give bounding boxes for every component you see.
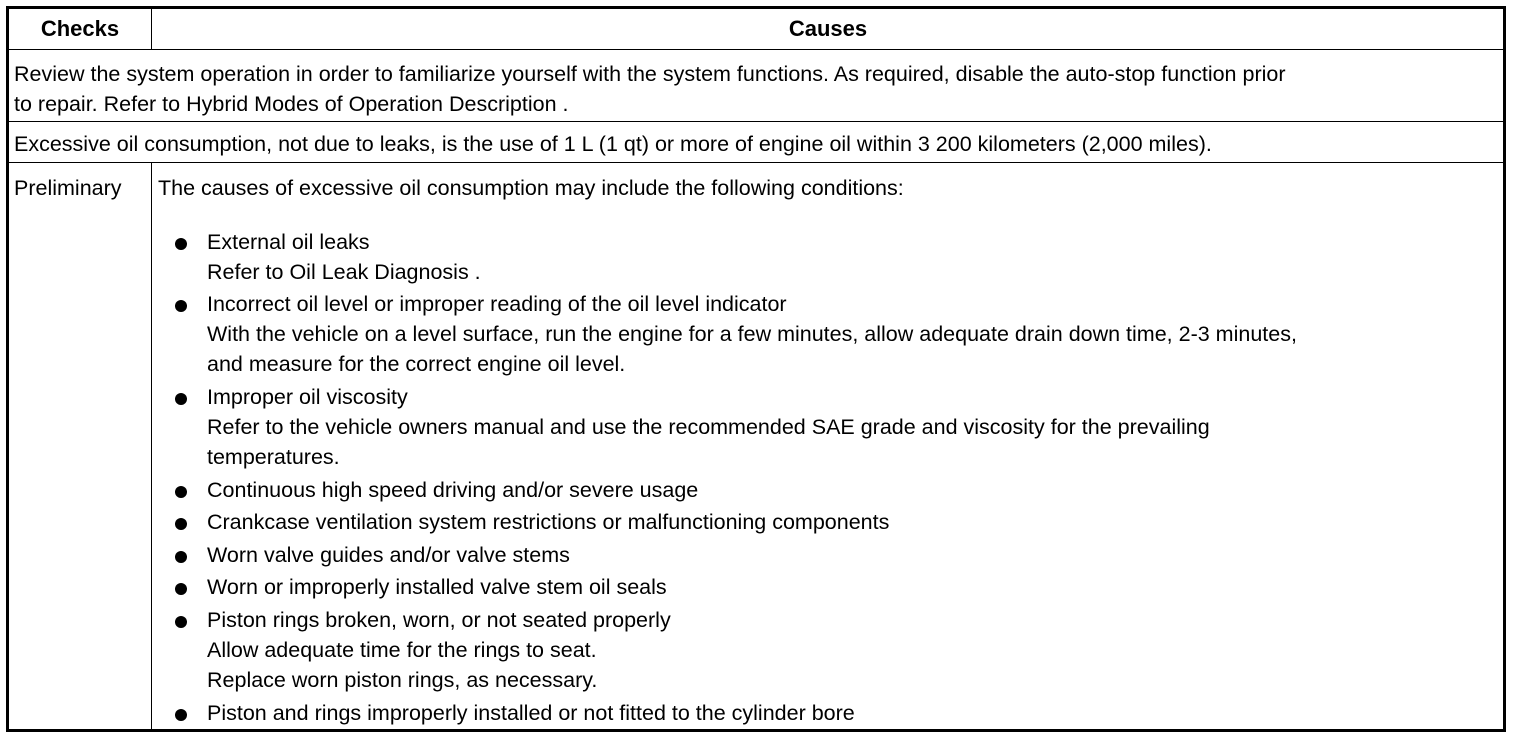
bullet-icon <box>175 616 187 628</box>
bullet-icon <box>175 238 187 250</box>
bullet-icon <box>175 583 187 595</box>
cause-item-title: Worn or improperly installed valve stem oil seals <box>207 575 667 599</box>
bullet-icon <box>175 709 187 721</box>
diagnostic-table <box>6 6 1506 732</box>
intro-line-1: Review the system operation in order to familiarize yourself with the system functions. As required, disable the auto-stop function prior <box>14 62 1286 86</box>
cause-item-detail: temperatures. <box>207 445 340 469</box>
cause-item-title: Crankcase ventilation system restrictions or malfunctioning components <box>207 510 890 534</box>
checks-header: Checks <box>40 16 120 41</box>
causes-lead-text: The causes of excessive oil consumption may include the following conditions: <box>158 176 904 200</box>
bullet-icon <box>175 300 187 312</box>
cause-item-title: Improper oil viscosity <box>207 385 408 409</box>
header-column-divider <box>151 9 152 49</box>
cause-item-title: Incorrect oil level or improper reading of the oil level indicator <box>207 292 787 316</box>
check-preliminary: Preliminary <box>14 176 122 200</box>
cause-item-title: External oil leaks <box>207 230 370 254</box>
intro-divider <box>9 121 1503 122</box>
cause-item-detail: Refer to the vehicle owners manual and use the recommended SAE grade and viscosity for the prevailing <box>207 415 1210 439</box>
cause-item-title: Continuous high speed driving and/or severe usage <box>207 478 699 502</box>
cause-item-detail: Allow adequate time for the rings to seat. <box>207 638 597 662</box>
definition-text: Excessive oil consumption, not due to leaks, is the use of 1 L (1 qt) or more of engine oil within 3 200 kilometers (2,000 miles). <box>14 132 1212 156</box>
bullet-icon <box>175 393 187 405</box>
cause-item-detail: Replace worn piston rings, as necessary. <box>207 668 598 692</box>
bullet-icon <box>175 551 187 563</box>
cause-item-detail: and measure for the correct engine oil level. <box>207 352 626 376</box>
bullet-icon <box>175 486 187 498</box>
intro-line-2: to repair. Refer to Hybrid Modes of Operation Description . <box>14 92 569 116</box>
header-divider <box>9 49 1503 50</box>
cause-item-title: Worn valve guides and/or valve stems <box>207 543 570 567</box>
cause-item-title: Piston and rings improperly installed or not fitted to the cylinder bore <box>207 701 855 725</box>
causes-header: Causes <box>788 16 868 41</box>
cause-item-title: Piston rings broken, worn, or not seated properly <box>207 608 671 632</box>
cause-item-detail: With the vehicle on a level surface, run the engine for a few minutes, allow adequate drain down time, 2-3 minutes, <box>207 322 1297 346</box>
bullet-icon <box>175 518 187 530</box>
cause-item-detail: Refer to Oil Leak Diagnosis . <box>207 260 481 284</box>
definition-divider <box>9 162 1503 163</box>
body-column-divider <box>151 162 152 729</box>
